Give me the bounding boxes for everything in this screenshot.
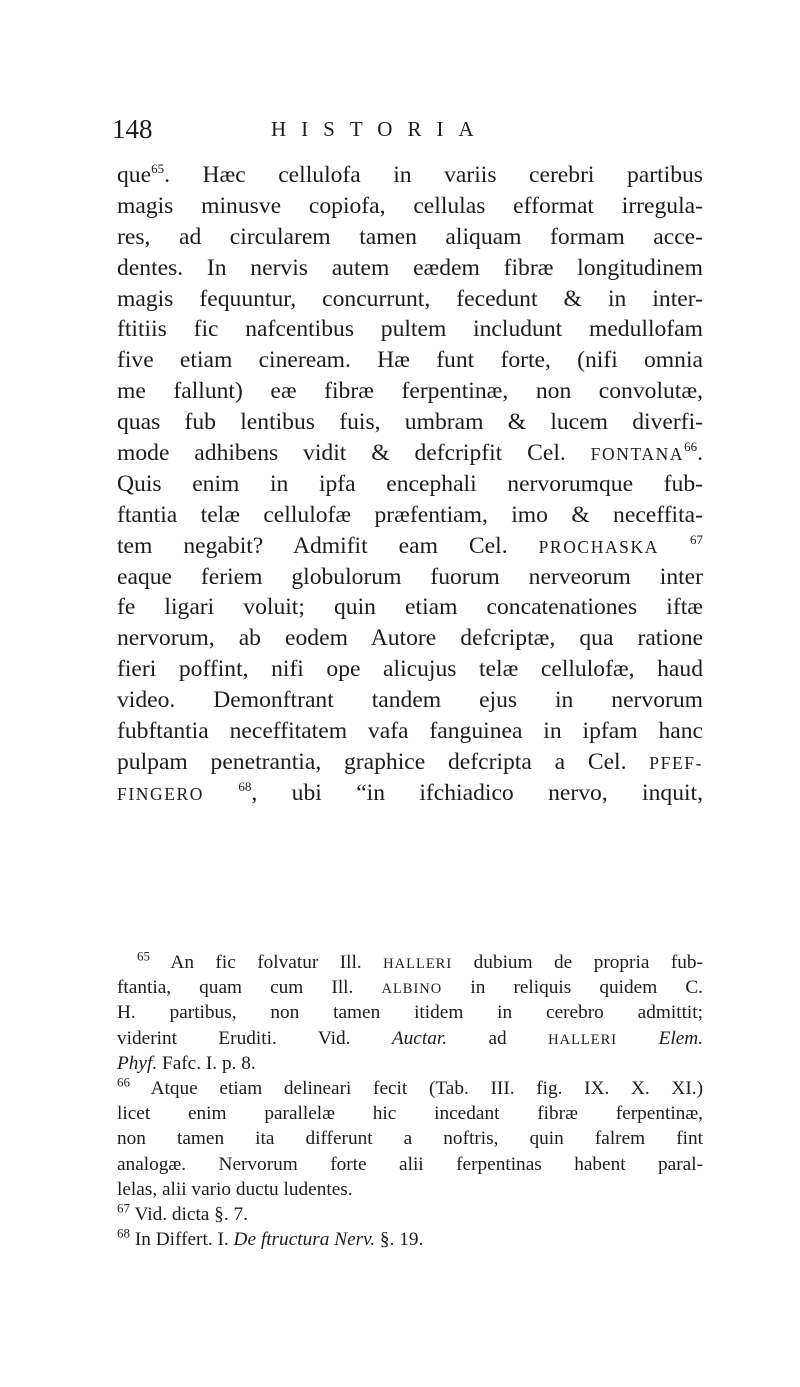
footnote-line: ftantia, quam cum Ill. ALBINO in reliquis quidem C.: [117, 977, 703, 999]
footnote-ref: 68: [238, 778, 252, 794]
text-line: magis fequuntur, concurrunt, fecedunt & in inter-: [117, 285, 703, 312]
footnote-line: $^{68}$ In Differt. I. De ftructura Nerv. §. 19.: [117, 1225, 424, 1251]
work-title: De ftructura Nerv.: [233, 1229, 376, 1251]
footnote-marker: 67: [117, 1200, 130, 1216]
footnote-line: H. partibus, non tamen itidem in cerebro admittit;: [117, 1002, 703, 1024]
footnote-marker: 68: [117, 1225, 130, 1241]
text-line: fieri poffint, nifi ope alicujus telæ cellulofæ, haud: [117, 656, 703, 683]
text-line: video. Demonftrant tandem ejus in nervorum: [117, 687, 703, 714]
text-line: tem negabit? Admifit eam Cel. PROCHASKA $^{67}$: [117, 531, 703, 559]
page-header: [112, 112, 702, 146]
author-name: HALLERI: [383, 956, 453, 972]
footnote-line: viderint Eruditi. Vid. Auctar. ad HALLERI Elem.: [117, 1027, 704, 1049]
footnote-line: non tamen ita differunt a noftris, quin falrem fint: [117, 1128, 703, 1150]
text-line: me fallunt) eæ fibræ ferpentinæ, non convolutæ,: [117, 378, 703, 405]
text-line: nervorum, ab eodem Autore defcriptæ, qua ratione: [117, 625, 703, 652]
footnote-ref: 67: [689, 531, 703, 547]
text-line: ftitiis fic nafcentibus pultem includunt medullofam: [117, 316, 703, 343]
footnote-line: $^{67}$ Vid. dicta §. 7.: [117, 1200, 248, 1225]
text-line: fubftantia neceffitatem vafa fanguinea in ipfam hanc: [117, 718, 703, 745]
footnote-line: licet enim parallelæ hic incedant fibræ ferpentinæ,: [117, 1103, 703, 1125]
text-line: que$^{65}$. Hæc cellulofa in variis cerebri partibus: [117, 161, 703, 188]
author-name: PFEF-: [649, 752, 703, 773]
footnote-line: lelas, alii vario ductu ludentes.: [117, 1178, 353, 1200]
main-text: [117, 160, 703, 809]
text-line: mode adhibens vidit & defcripfit Cel. FONTANA$^{66}$.: [117, 439, 703, 467]
footnote-marker: 65: [137, 948, 150, 964]
text-line: magis minusve copiofa, cellulas efformat irregula-: [117, 192, 703, 219]
author-name: ALBINO: [381, 981, 443, 998]
text-line: FINGERO $^{68}$, ubi “in ifchiadico nervo, inquit,: [117, 778, 704, 806]
text-line: pulpam penetrantia, graphice defcripta a Cel. PFEF-: [117, 748, 703, 775]
work-title: Elem.: [658, 1027, 704, 1049]
text-line: res, ad circularem tamen aliquam formam acce-: [117, 223, 703, 250]
text-line: ftantia telæ cellulofæ præfentiam, imo & neceffita-: [117, 501, 703, 528]
author-name: FONTANA: [590, 444, 685, 465]
footnote-line: $^{66}$ Atque etiam delineari fecit (Tab. III. fig. IX. X. XI.): [117, 1074, 703, 1099]
author-name: FINGERO: [117, 783, 205, 804]
footnote-marker: 66: [117, 1074, 130, 1090]
footnote-ref: 66: [684, 439, 698, 455]
author-name: PROCHASKA: [538, 536, 659, 557]
footnotes: [117, 950, 703, 1252]
work-title: Auctar.: [391, 1027, 448, 1049]
work-title: Phyf.: [117, 1052, 158, 1074]
footnote-line: analogæ. Nervorum forte alii ferpentinas habent paral-: [117, 1153, 703, 1175]
page-number: 148: [112, 114, 153, 144]
text-line: quas fub lentibus fuis, umbram & lucem diverfi-: [117, 409, 703, 436]
footnote-line: Phyf. Fafc. I. p. 8.: [117, 1052, 256, 1074]
text-line: eaque feriem globulorum fuorum nerveorum inter: [117, 563, 703, 590]
author-name: HALLERI: [548, 1031, 618, 1048]
footnote-line: $^{65}$ An fic folvatur Ill. HALLERI dubium de propria fub-: [137, 948, 703, 973]
text-line: dentes. In nervis autem eædem fibræ longitudinem: [117, 254, 703, 281]
footnote-ref: 65: [151, 161, 165, 177]
text-line: five etiam cineream. Hæ funt forte, (nifi omnia: [117, 347, 703, 374]
running-title: HISTORIA: [271, 117, 489, 141]
text-line: Quis enim in ipfa encephali nervorumque fub-: [117, 470, 703, 497]
text-line: fe ligari voluit; quin etiam concatenationes iftæ: [117, 594, 703, 621]
